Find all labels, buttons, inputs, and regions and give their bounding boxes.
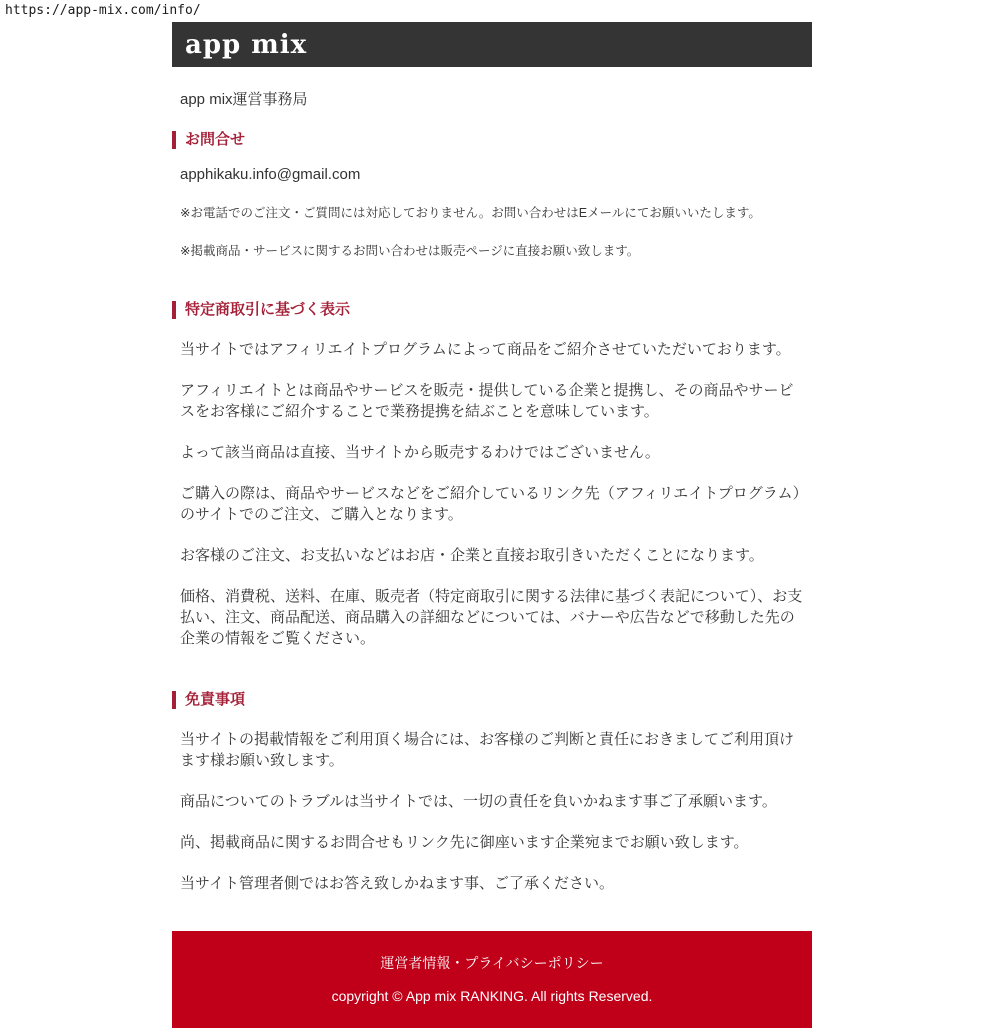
section-heading-tokutei: 特定商取引に基づく表示	[172, 301, 812, 319]
contact-note-products: ※掲載商品・サービスに関するお問い合わせは販売ページに直接お願い致します。	[180, 244, 640, 258]
site-logo[interactable]: app mix	[185, 29, 308, 60]
section-heading-contact: お問合せ	[172, 131, 812, 149]
site-header	[172, 22, 812, 67]
tokutei-paragraph: アフィリエイトとは商品やサービスを販売・提供している企業と提携し、その商品やサービスをお客様にご紹介することで業務提携を結ぶことを意味しています。	[180, 382, 794, 420]
tokutei-paragraph: 当サイトではアフィリエイトプログラムによって商品をご紹介させていただいております。	[180, 341, 791, 358]
tokutei-paragraph: ご購入の際は、商品やサービスなどをご紹介しているリンク先（アフィリエイトプログラム）のサイトでのご注文、ご購入となります。	[180, 485, 801, 523]
section-heading-disclaimer: 免責事項	[172, 691, 812, 709]
contact-email: apphikaku.info@gmail.com	[180, 166, 361, 183]
page-url: https://app-mix.com/info/	[5, 3, 201, 18]
tokutei-paragraph: 価格、消費税、送料、在庫、販売者（特定商取引に関する法律に基づく表記について）、お支払い、注文、商品配送、商品購入の詳細などについては、バナーや広告などで移動した先の企業の情報をご覧ください。	[180, 588, 803, 647]
tokutei-paragraph: よって該当商品は直接、当サイトから販売するわけではございません。	[180, 444, 660, 461]
copyright-text: copyright © App mix RANKING. All rights Reserved.	[331, 988, 653, 1004]
disclaimer-paragraph: 当サイト管理者側ではお答え致しかねます事、ご了承ください。	[180, 875, 614, 892]
tokutei-paragraph: お客様のご注文、お支払いなどはお店・企業と直接お取引きいただくことになります。	[180, 547, 764, 564]
disclaimer-paragraph: 商品についてのトラブルは当サイトでは、一切の責任を負いかねます事ご了承願います。	[180, 793, 777, 810]
operator-line: app mix運営事務局	[180, 91, 308, 108]
disclaimer-paragraph: 尚、掲載商品に関するお問合せもリンク先に御座います企業宛までお願い致します。	[180, 834, 749, 851]
disclaimer-paragraph: 当サイトの掲載情報をご利用頂く場合には、お客様のご判断と責任におきましてご利用頂けます様お願い致します。	[180, 731, 794, 769]
content-container	[172, 0, 812, 1028]
contact-note-phone: ※お電話でのご注文・ご質問には対応しておりません。お問い合わせはEメールにてお願いいたします。	[180, 206, 761, 220]
footer-privacy-link[interactable]: 運営者情報・プライバシーポリシー	[380, 955, 604, 971]
page-footer	[172, 931, 812, 1028]
